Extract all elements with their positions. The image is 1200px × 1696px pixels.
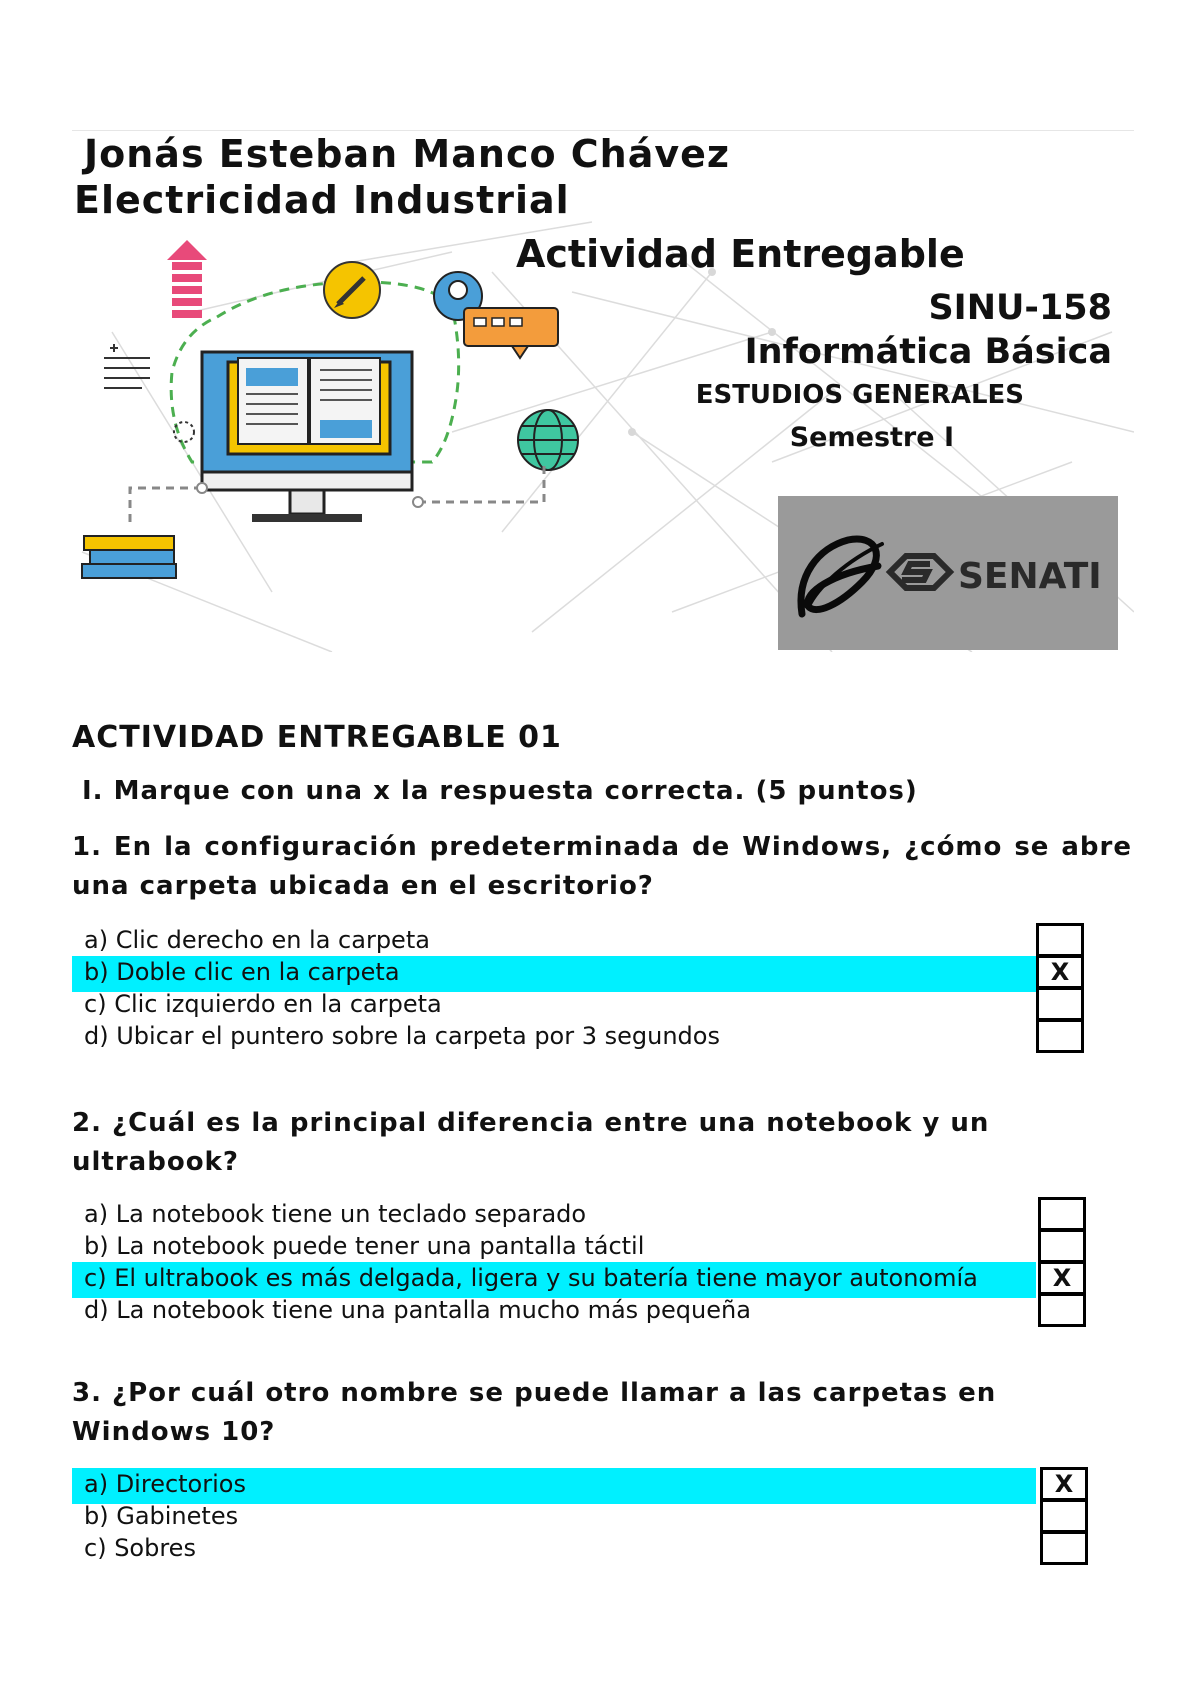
senati-logo: [778, 496, 1118, 650]
answer-checkbox[interactable]: [1036, 1019, 1084, 1053]
option-row: [72, 1198, 1112, 1230]
course-name: Informática Básica: [744, 332, 1112, 372]
signature-logo-graphic: [778, 496, 1118, 650]
option-row: [72, 1020, 1112, 1052]
instruction-text: I. Marque con una x la respuesta correcta. (5 puntos): [82, 776, 918, 806]
department-name: ESTUDIOS GENERALES: [695, 380, 1024, 410]
question-2: 2. ¿Cuál es la principal diferencia entre una notebook y un ultrabook?: [72, 1108, 990, 1177]
answer-checkbox[interactable]: [1038, 1197, 1086, 1231]
header-banner: [72, 132, 1134, 652]
option-row-selected: [72, 1468, 1112, 1500]
option-label: a) La notebook tiene un teclado separado: [84, 1200, 587, 1228]
option-row: [72, 924, 1112, 956]
answer-checkbox[interactable]: [1036, 987, 1084, 1021]
answer-checkbox[interactable]: X: [1038, 1261, 1086, 1295]
career-name: Electricidad Industrial: [74, 178, 570, 222]
activity-heading: Actividad Entregable: [516, 232, 965, 276]
option-row: [72, 1532, 1112, 1564]
option-label: c) Clic izquierdo en la carpeta: [84, 990, 442, 1018]
option-label: c) Sobres: [84, 1534, 196, 1562]
option-label: b) La notebook puede tener una pantalla táctil: [84, 1232, 645, 1260]
option-row: [72, 1500, 1112, 1532]
answer-checkbox[interactable]: [1038, 1229, 1086, 1263]
answer-checkbox[interactable]: [1040, 1499, 1088, 1533]
activity-title: ACTIVIDAD ENTREGABLE 01: [72, 720, 562, 755]
question-1-options: [72, 924, 1112, 1052]
option-label: d) Ubicar el puntero sobre la carpeta por 3 segundos: [84, 1022, 720, 1050]
option-row-selected: [72, 1262, 1112, 1294]
option-label: a) Clic derecho en la carpeta: [84, 926, 430, 954]
top-rule: [72, 130, 1134, 131]
question-1: 1. En la configuración predeterminada de Windows, ¿cómo se abre una carpeta ubicada en el escritorio?: [72, 832, 1132, 901]
option-label: d) La notebook tiene una pantalla mucho más pequeña: [84, 1296, 751, 1324]
question-2-options: [72, 1198, 1112, 1326]
answer-checkbox[interactable]: X: [1036, 955, 1084, 989]
option-row: [72, 1294, 1112, 1326]
option-row: [72, 1230, 1112, 1262]
question-3-options: [72, 1468, 1112, 1564]
answer-checkbox[interactable]: [1036, 923, 1084, 957]
option-label: b) Doble clic en la carpeta: [84, 958, 400, 986]
question-3: 3. ¿Por cuál otro nombre se puede llamar a las carpetas en Windows 10?: [72, 1378, 997, 1447]
answer-checkbox[interactable]: X: [1040, 1467, 1088, 1501]
option-label: b) Gabinetes: [84, 1502, 239, 1530]
option-label: a) Directorios: [84, 1470, 246, 1498]
answer-checkbox[interactable]: [1040, 1531, 1088, 1565]
option-row: [72, 988, 1112, 1020]
answer-checkbox[interactable]: [1038, 1293, 1086, 1327]
option-label: c) El ultrabook es más delgada, ligera y su batería tiene mayor autonomía: [84, 1264, 978, 1292]
logo-wordmark: SENATI: [958, 556, 1102, 597]
author-name: Jonás Esteban Manco Chávez: [84, 132, 731, 176]
semester-label: Semestre I: [789, 422, 954, 453]
course-code: SINU-158: [928, 288, 1112, 328]
option-row-selected: [72, 956, 1112, 988]
